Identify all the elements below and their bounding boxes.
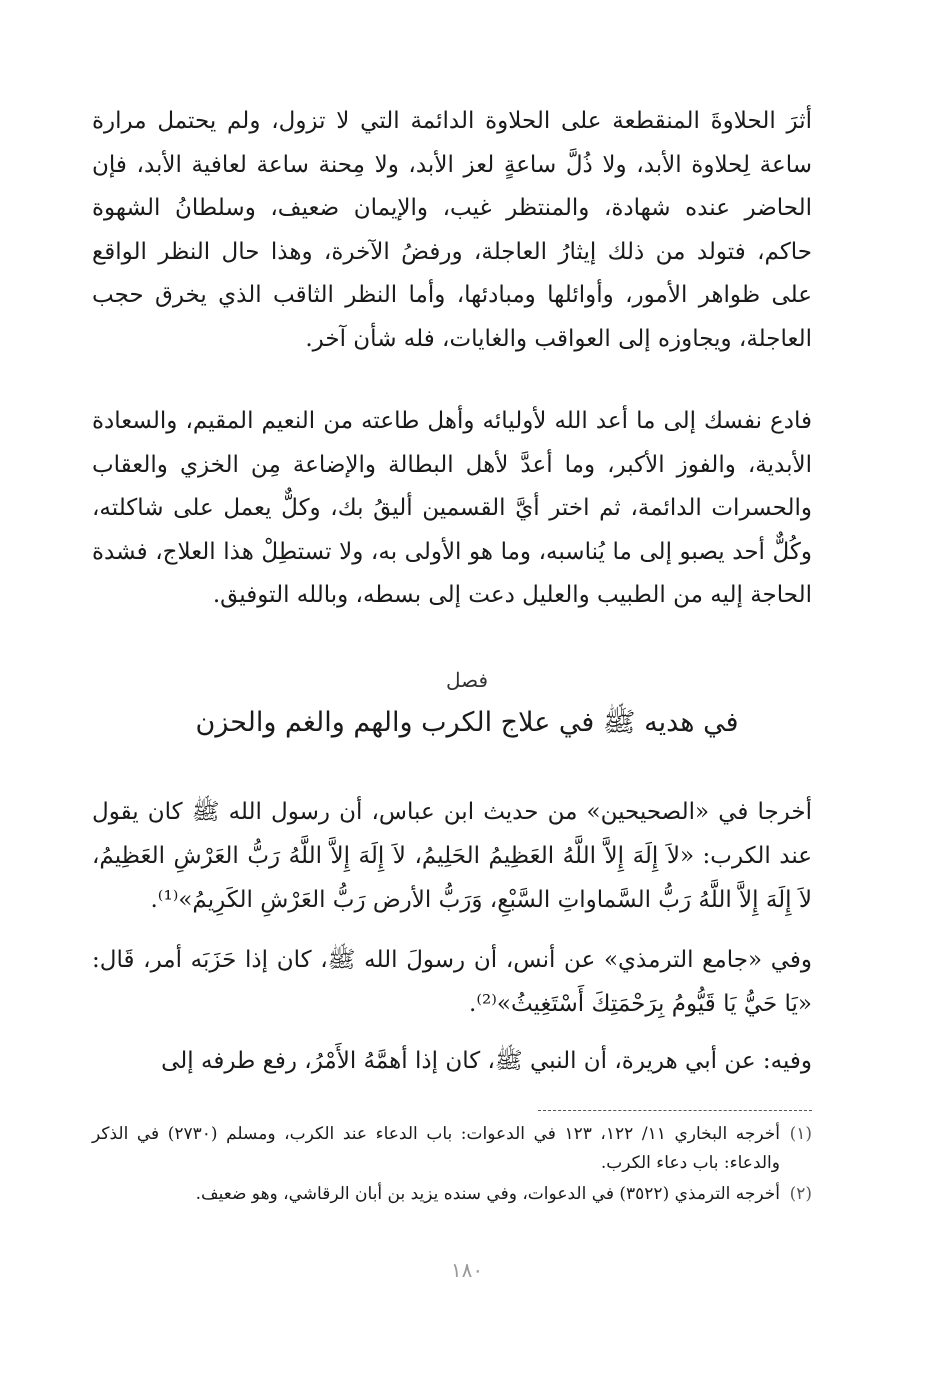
paragraph-3-text: أخرجا في «الصحيحين» من حديث ابن عباس، أن رسول الله ﷺ كان يقول عند الكرب: «لاَ إِلَهَ إِلاَّ اللَّهُ العَظِيمُ الحَلِيمُ، لاَ إِلَهَ إِلاَّ اللَّهُ رَبُّ العَرْشِ العَظِيمُ، لاَ إِلَهَ إِلاَّ اللَّهُ رَبُّ السَّماواتِ السَّبْعِ، وَرَبُّ الأرض رَبُّ العَرْشِ الكَرِيمُ»⁽¹⁾.	[92, 799, 812, 913]
section-mark: فصل	[445, 668, 489, 692]
paragraph-2-text: فادع نفسك إلى ما أعد الله لأوليائه وأهل طاعته من النعيم المقيم، والسعادة الأبدية، والفوز الأكبر، وما أعدَّ لأهل البطالة والإضاعة مِن الخزي والعقاب والحسرات الدائمة، ثم اختر أيَّ القسمين أليقُ بك، وكلٌّ يعمل على شاكلته، وكُلٌّ أحد يصبو إلى ما يُناسبه، وما هو الأولى به، ولا تستطِلْ هذا العلاج، فشدة الحاجة إليه من الطبيب والعليل دعت إلى بسطه، وبالله التوفيق.	[92, 408, 812, 608]
paragraph-1-text: أثرَ الحلاوةَ المنقطعة على الحلاوة الدائمة التي لا تزول، ولم يحتمل مرارة ساعة لِحلاوة الأبد، ولا ذُلَّ ساعةٍ لعز الأبد، ولا مِحنة ساعة لعافية الأبد، فإن الحاضر عنده شهادة، والمنتظر غيب، والإيمان ضعيف، وسلطانُ الشهوة حاكم، فتولد من ذلك إيثارُ العاجلة، ورفضُ الآخرة، وهذا حال النظر الواقع على ظواهر الأمور، وأوائلها ومبادئها، وأما النظر الثاقب الذي يخرق حجب العاجلة، ويجاوزه إلى العواقب والغايات، فله شأن آخر.	[92, 108, 812, 352]
paragraph-5	[92, 1040, 812, 1084]
page-number: ١٨٠	[450, 1258, 484, 1282]
footnotes	[92, 1120, 812, 1211]
paragraph-5-text: وفيه: عن أبي هريرة، أن النبي ﷺ، كان إذا أهمَّهُ الأَمْرُ، رفع طرفه إلى	[161, 1048, 812, 1074]
paragraph-4-text: وفي «جامع الترمذي» عن أنس، أن رسولَ الله ﷺ، كان إذا حَزَبَه أمر، قَال: «يَا حَيُّ يَا قَيُّومُ بِرَحْمَتِكَ أَسْتَغِيثُ»⁽²⁾.	[92, 947, 812, 1017]
paragraph-4	[92, 938, 812, 1026]
footnote-2-text: أخرجه الترمذي (٣٥٢٢) في الدعوات، وفي سنده يزيد بن أبان الرقاشي، وهو ضعيف.	[195, 1184, 780, 1204]
footnote-1-text: أخرجه البخاري ١١/ ١٢٢، ١٢٣ في الدعوات: باب الدعاء عند الكرب، ومسلم (٢٧٣٠) في الذكر والدعاء: باب دعاء الكرب.	[92, 1124, 780, 1173]
paragraph-3	[92, 790, 812, 922]
paragraph-1	[92, 100, 812, 361]
paragraph-2	[92, 400, 812, 618]
footnote-1	[92, 1120, 812, 1178]
section-heading: في هديه ﷺ في علاج الكرب والهم والغم والحزن	[195, 707, 739, 738]
footnote-1-number: (١)	[789, 1124, 812, 1144]
footnote-2	[92, 1180, 812, 1209]
footnote-2-number: (٢)	[789, 1184, 812, 1204]
footnote-divider	[538, 1110, 812, 1111]
